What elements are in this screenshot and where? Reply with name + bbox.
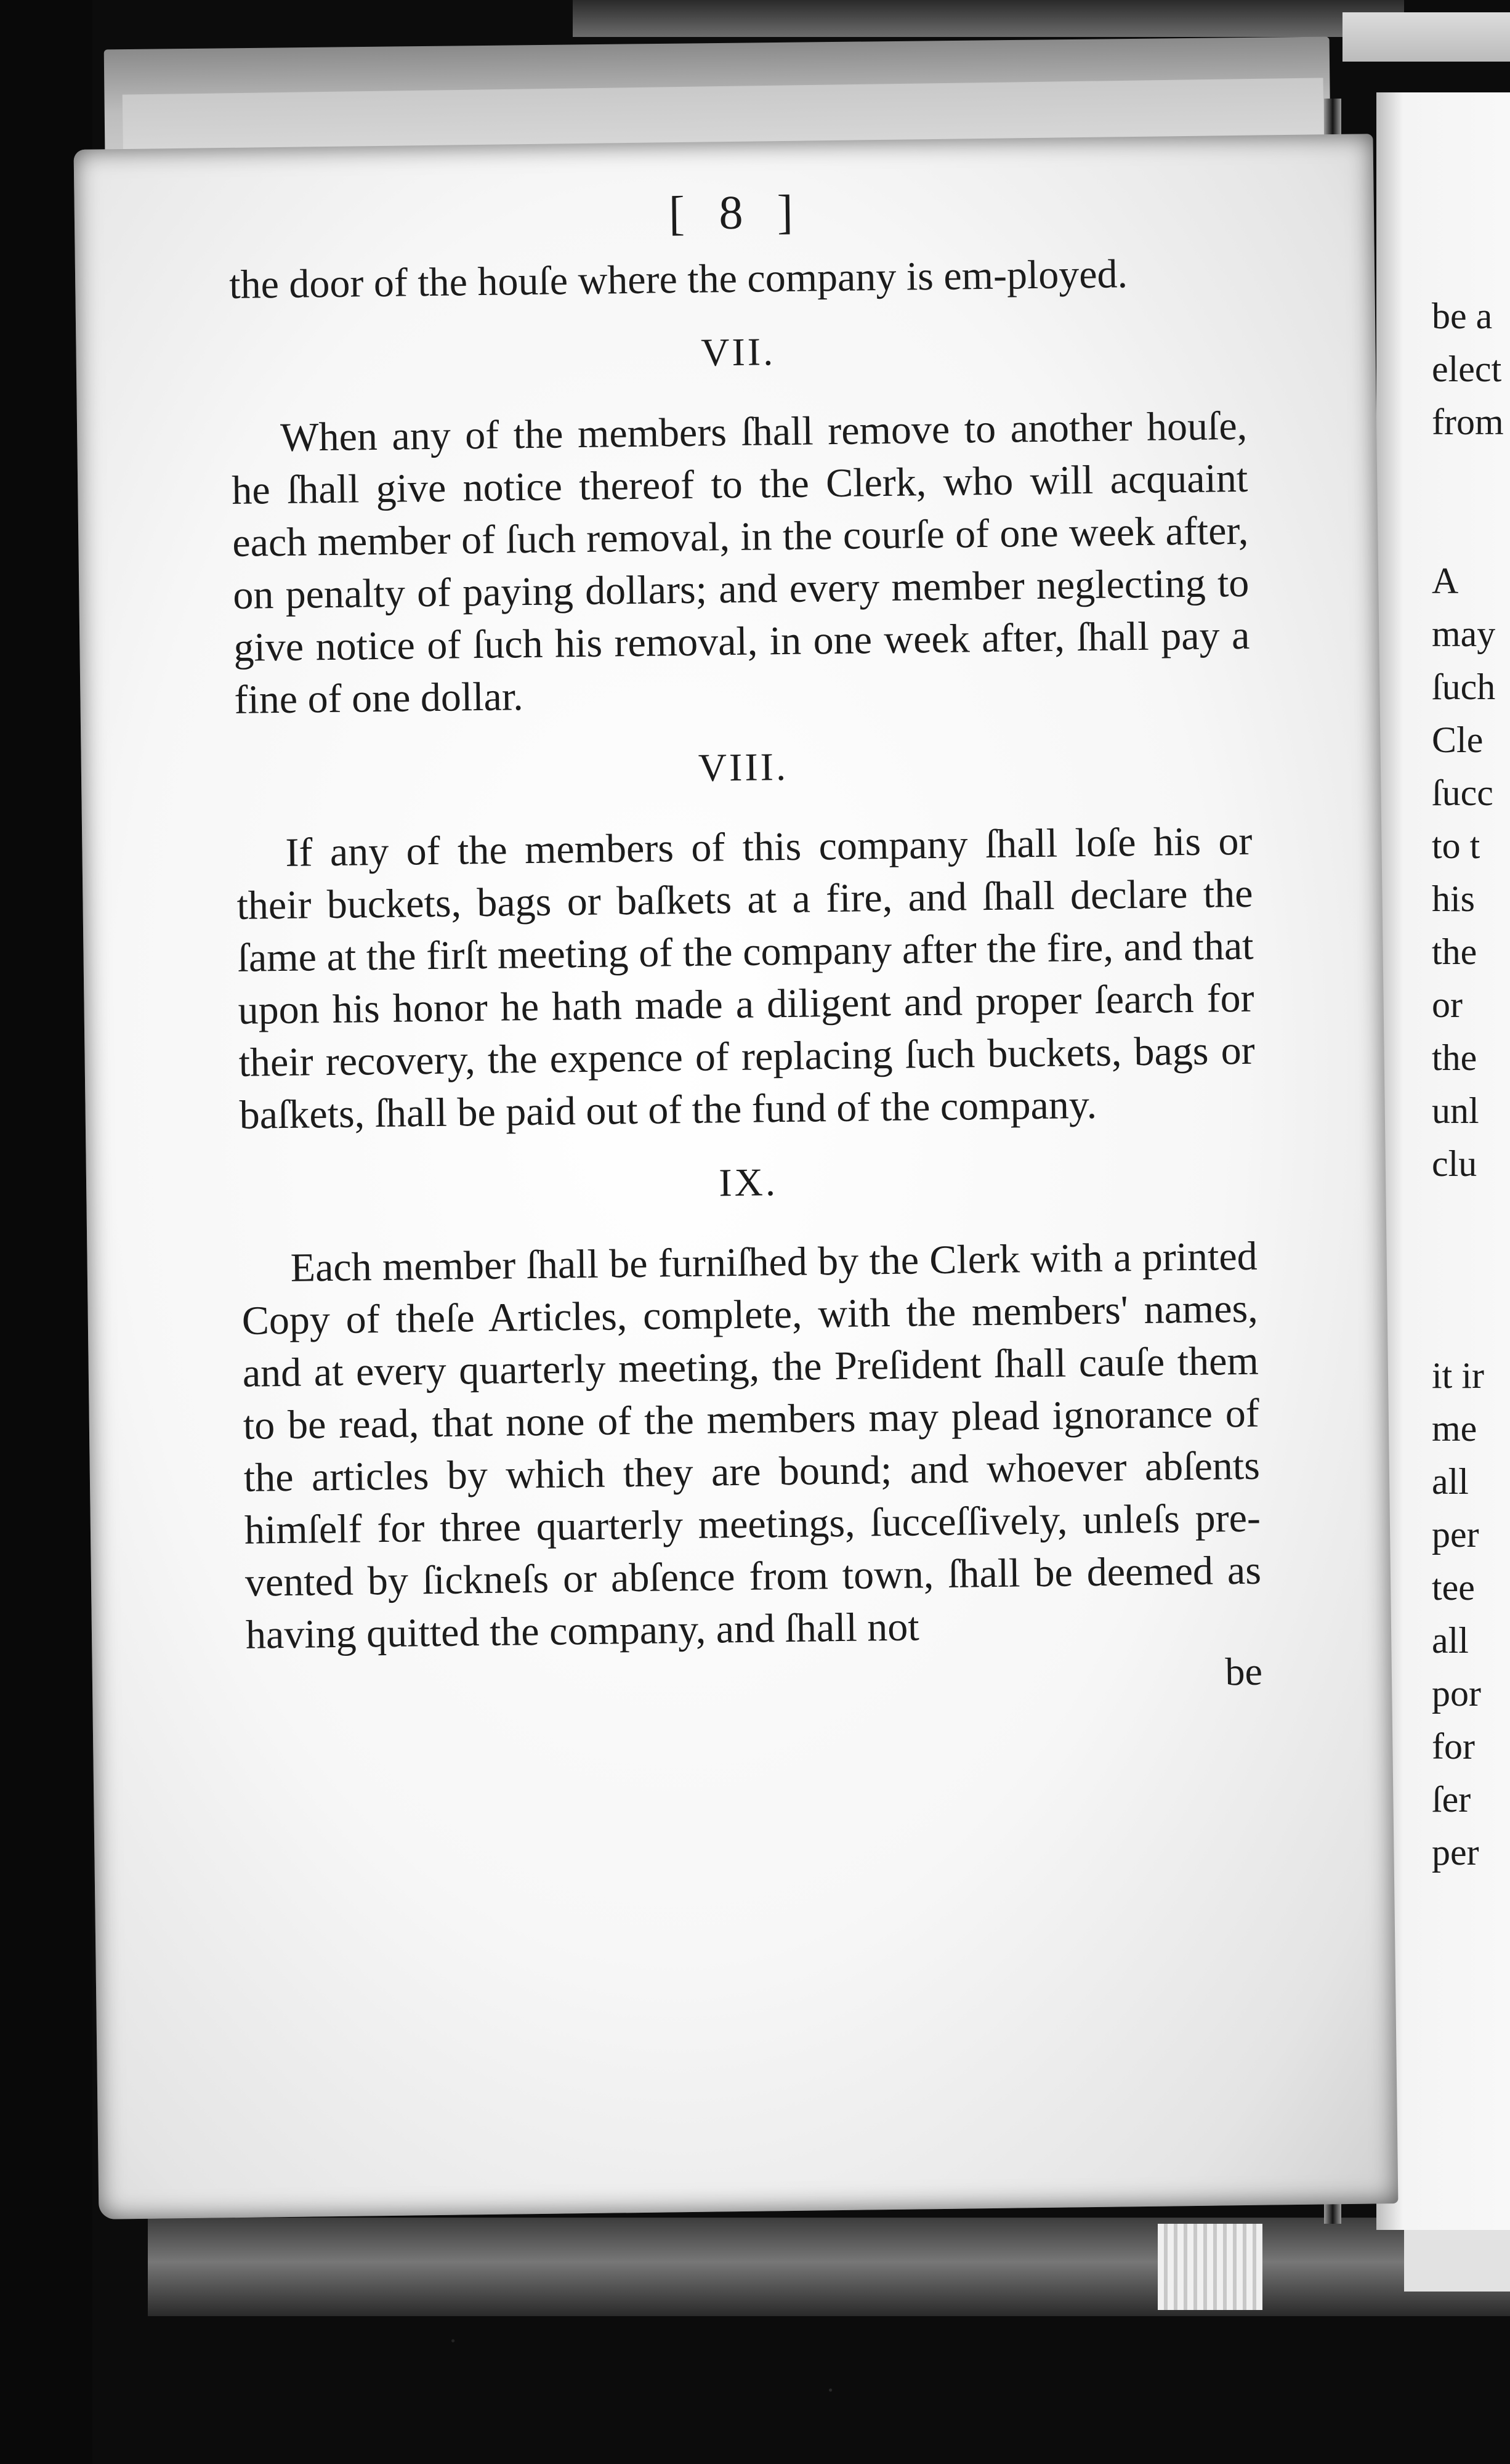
top-right-page-edge	[1342, 12, 1510, 62]
adjacent-page-line: per	[1432, 1832, 1479, 1873]
adjacent-page-line: his	[1432, 878, 1476, 919]
adjacent-page-text	[1432, 290, 1504, 1879]
section-text: When any of the members ſhall remove to another houſe, he ſhall give notice thereof to the Clerk, who will acquaint each member of ſuch removal, in the courſe of one week after, on penalty of paying dollars; and every member neglecting to give notice of ſuch his removal, in one week after, ſhall pay a fine of one dollar.	[231, 403, 1250, 723]
main-page	[74, 134, 1399, 2219]
adjacent-page-line: the	[1432, 1037, 1477, 1078]
adjacent-page-line: Cle	[1432, 719, 1484, 760]
adjacent-page-line: all	[1432, 1461, 1469, 1502]
adjacent-page-line: elect	[1432, 349, 1502, 389]
opening-paragraph: the door of the houſe where the company is em-ployed.	[228, 251, 1128, 307]
top-scan-strip	[573, 0, 1404, 37]
adjacent-page-line: from	[1432, 402, 1504, 442]
adjacent-page-line: ſuch	[1432, 667, 1496, 707]
adjacent-page-line	[1432, 448, 1504, 501]
section-vii	[230, 323, 1251, 726]
adjacent-page-line: ſucc	[1432, 772, 1493, 813]
adjacent-page-line: clu	[1432, 1143, 1477, 1184]
adjacent-page-line: per	[1432, 1514, 1479, 1555]
adjacent-page-line: all	[1432, 1620, 1469, 1661]
section-heading: IX.	[718, 1160, 778, 1205]
adjacent-page-line: A	[1432, 561, 1459, 601]
page-content	[228, 172, 1262, 1707]
adjacent-page-line	[1432, 501, 1504, 554]
section-viii	[235, 739, 1256, 1141]
adjacent-page-line: it ir	[1432, 1355, 1484, 1396]
adjacent-page-line: por	[1432, 1673, 1481, 1714]
section-text: If any of the members of this company ſhall loſe his or their buckets, bags or baſkets at a fire, and ſhall declare the ſame at the firſt meeting of the company after the fire, and that upon his honor he hath made a diligent and proper ſearch for their recovery, the expence of replacing ſuch buckets, bags or baſkets, ſhall be paid out of the fund of the company.	[236, 818, 1256, 1138]
adjacent-page-line	[1432, 1296, 1504, 1349]
adjacent-page-line: me	[1432, 1408, 1477, 1449]
section-text: Each member ſhall be furniſhed by the Clerk with a printed Copy of theſe Articles, complete, with the members' names, and at every quarterly meeting, the Preſident ſhall cauſe them to be read, that none of the members may plead ignorance of the articles by which they are bound; and whoever abſents himſelf for three quarterly meetings, ſucceſſively, unleſs pre-vented by ſickneſs or abſence from town, ſhall be deemed as having quitted the company, and ſhall not	[241, 1233, 1262, 1658]
bottom-page-edges	[1158, 2224, 1262, 2310]
page-number: [ 8 ]	[668, 184, 805, 240]
adjacent-page-line: to t	[1432, 825, 1480, 866]
adjacent-page-line: or	[1432, 984, 1463, 1025]
section-heading: VIII.	[698, 744, 789, 790]
bottom-scan-band	[148, 2218, 1510, 2316]
adjacent-page-line	[1432, 1190, 1504, 1243]
adjacent-page-line: for	[1432, 1726, 1475, 1767]
adjacent-page-line: the	[1432, 931, 1477, 972]
adjacent-page-line: unl	[1432, 1090, 1479, 1131]
adjacent-page-line	[1432, 1243, 1504, 1296]
section-heading: VII.	[700, 330, 776, 375]
adjacent-page-line: be a	[1432, 296, 1493, 336]
adjacent-page-line: ſer	[1432, 1779, 1471, 1820]
adjacent-page-line: tee	[1432, 1567, 1475, 1608]
section-ix	[240, 1154, 1262, 1661]
catchword: be	[1225, 1649, 1263, 1694]
adjacent-page-line: may	[1432, 614, 1496, 654]
